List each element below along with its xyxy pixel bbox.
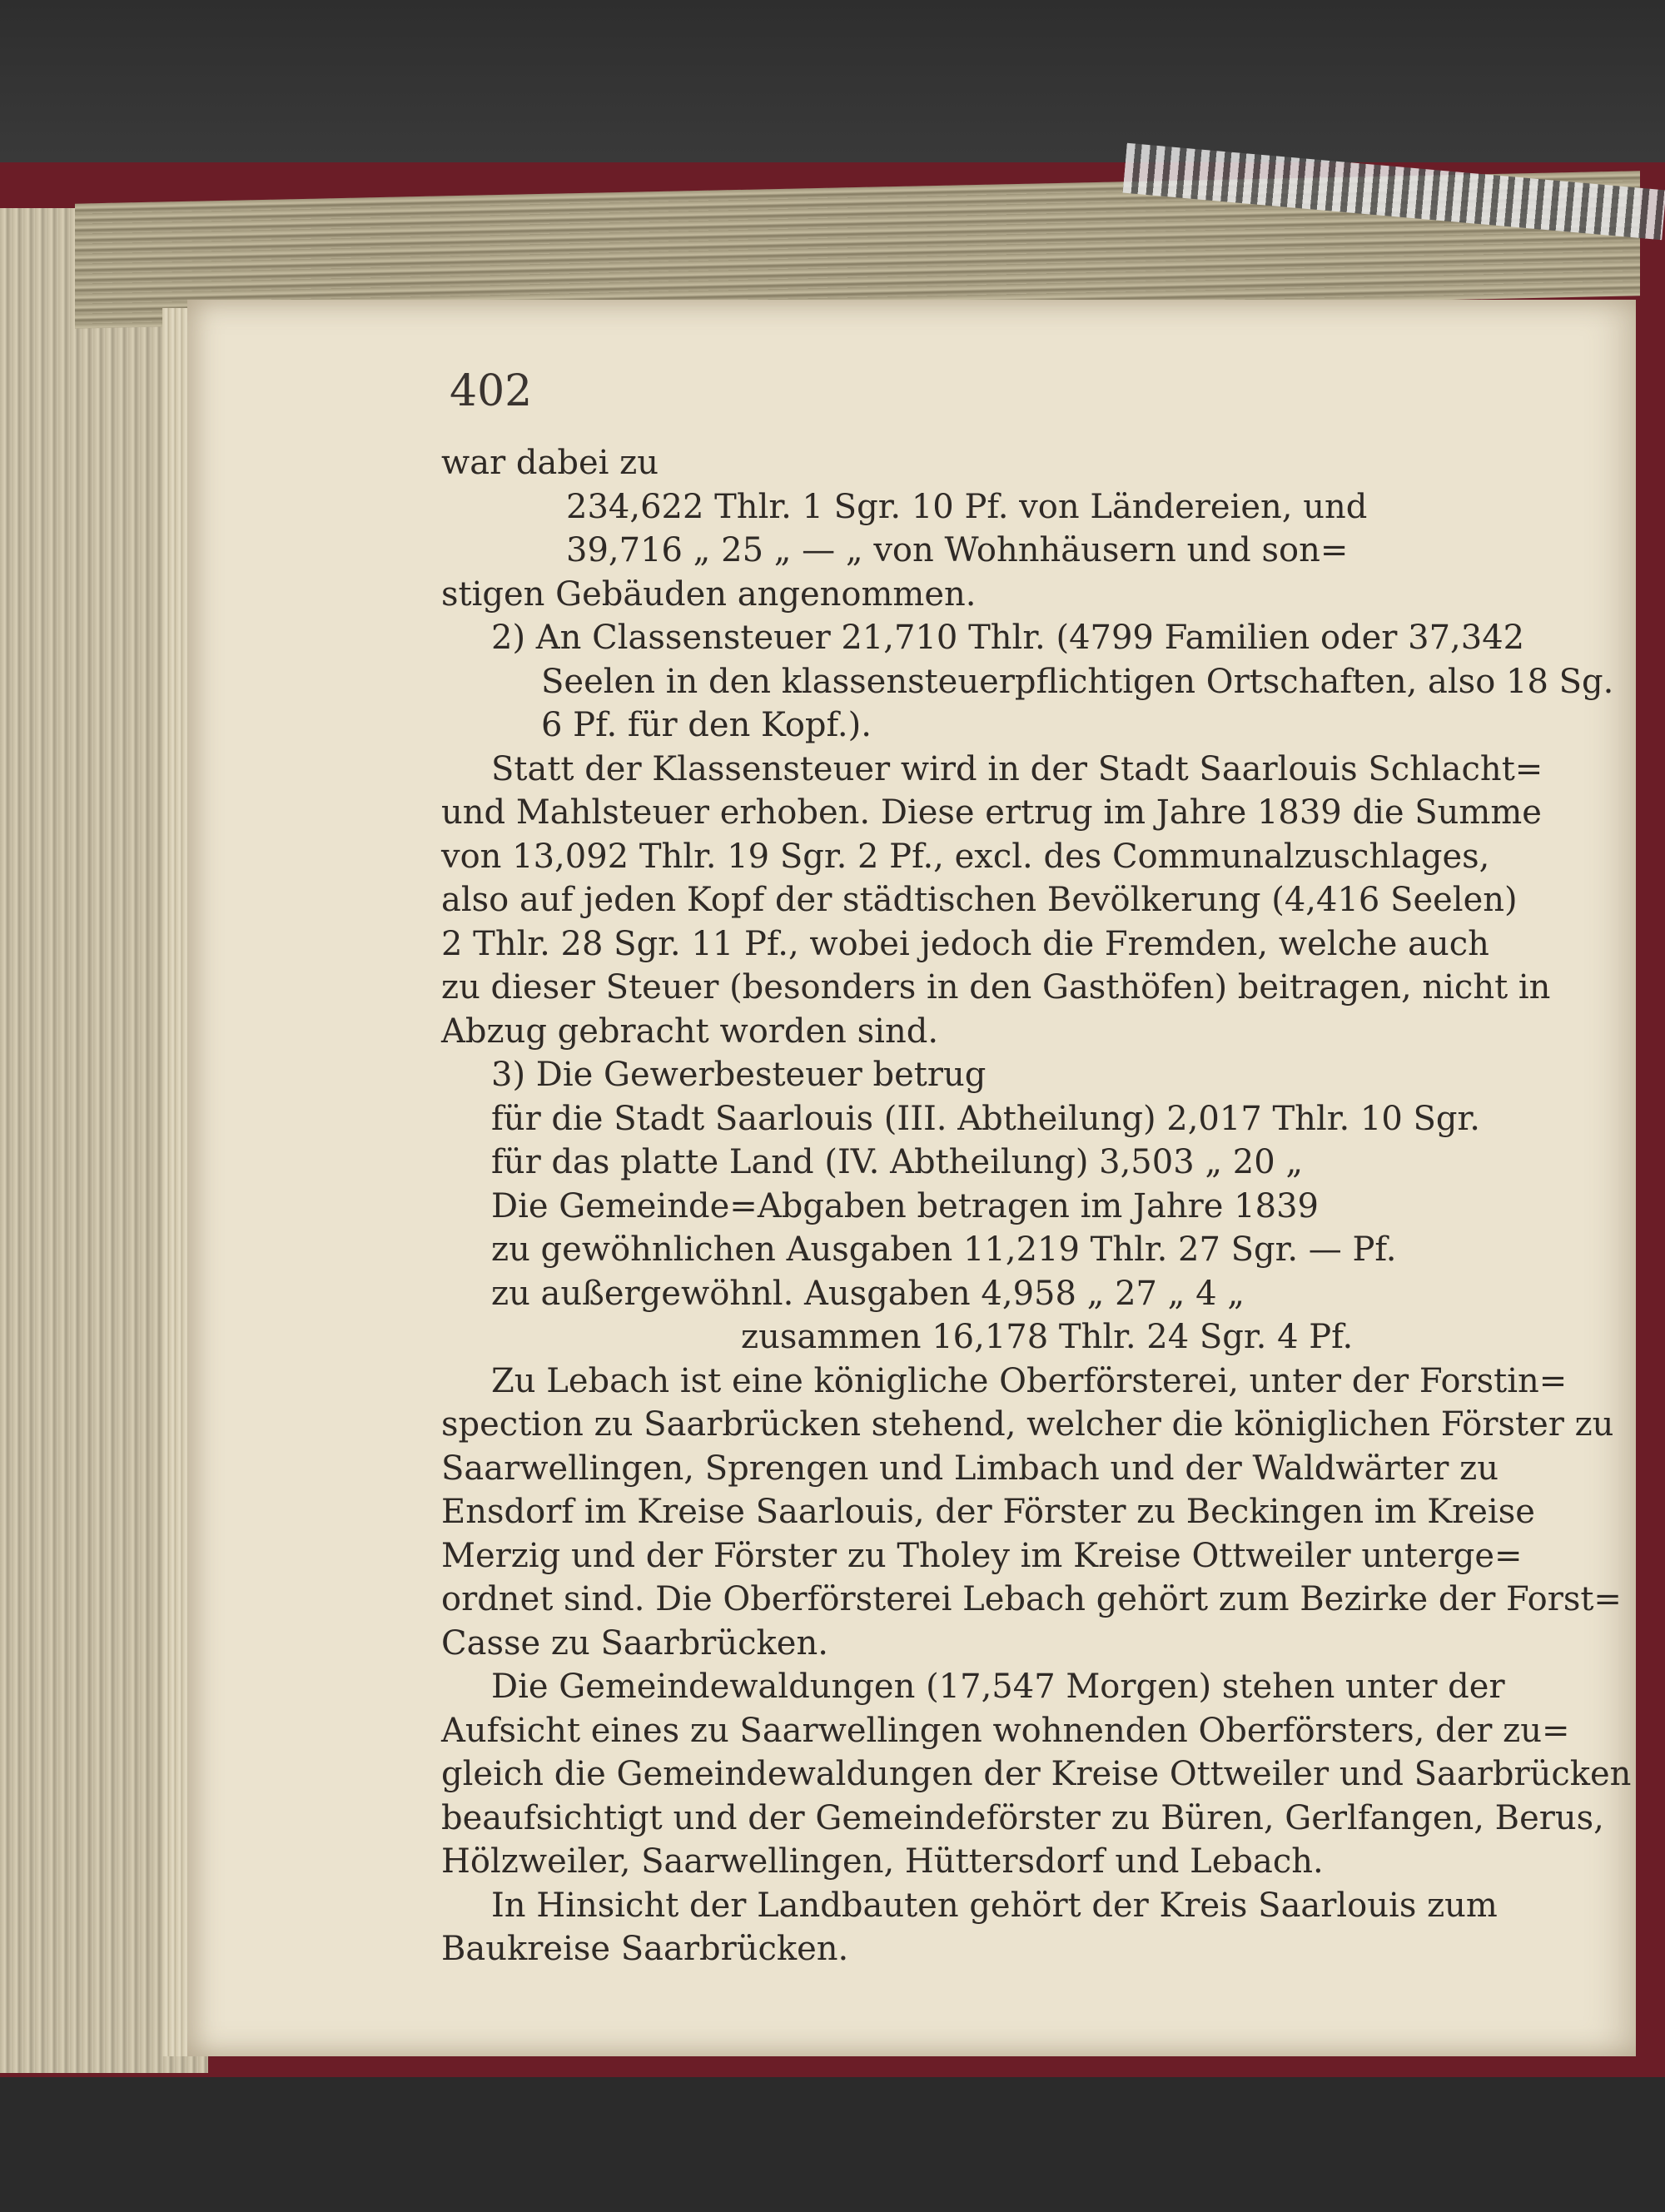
text-line: Merzig und der Förster zu Tholey im Kreise Ottweiler unterge= <box>441 1536 1523 1575</box>
text-line: zu dieser Steuer (besonders in den Gasthöfen) beitragen, nicht in <box>441 968 1551 1007</box>
text-line: beaufsichtigt und der Gemeindeförster zu Büren, Gerlfangen, Berus, <box>441 1798 1604 1837</box>
text-line: Die Gemeinde=Abgaben betragen im Jahre 1839 <box>491 1186 1319 1225</box>
text-line: zu gewöhnlichen Ausgaben 11,219 Thlr. 27 Sgr. — Pf. <box>491 1230 1397 1269</box>
text-line: für die Stadt Saarlouis (III. Abtheilung) 2,017 Thlr. 10 Sgr. <box>491 1099 1480 1138</box>
text-line: 39,716 „ 25 „ — „ von Wohnhäusern und son= <box>566 531 1349 569</box>
text-line: Die Gemeindewaldungen (17,547 Morgen) stehen unter der <box>491 1668 1505 1706</box>
text-line: Seelen in den klassensteuerpflichtigen Ortschaften, also 18 Sg. <box>541 662 1614 701</box>
text-line: und Mahlsteuer erhoben. Diese ertrug im Jahre 1839 die Summe <box>441 793 1542 832</box>
text-line: zusammen 16,178 Thlr. 24 Sgr. 4 Pf. <box>741 1318 1354 1356</box>
text-line: gleich die Gemeindewaldungen der Kreise Ottweiler und Saarbrücken <box>441 1755 1632 1793</box>
text-line: ordnet sind. Die Oberförsterei Lebach gehört zum Bezirke der Forst= <box>441 1580 1622 1618</box>
text-line: Saarwellingen, Sprengen und Limbach und der Waldwärter zu <box>441 1449 1498 1488</box>
text-line: Casse zu Saarbrücken. <box>441 1623 828 1663</box>
text-line: Aufsicht eines zu Saarwellingen wohnenden Oberförsters, der zu= <box>441 1711 1570 1750</box>
text-line: zu außergewöhnl. Ausgaben 4,958 „ 27 „ 4 „ <box>491 1274 1245 1313</box>
text-line: 6 Pf. für den Kopf.). <box>541 706 872 744</box>
text-line: spection zu Saarbrücken stehend, welcher die königlichen Förster zu <box>441 1405 1614 1444</box>
text-line: Hölzweiler, Saarwellingen, Hüttersdorf und Lebach. <box>441 1842 1324 1881</box>
text-line: Ensdorf im Kreise Saarlouis, der Förster zu Beckingen im Kreise <box>441 1493 1535 1531</box>
text-line: Abzug gebracht worden sind. <box>441 1012 939 1051</box>
text-line: 3) Die Gewerbesteuer betrug <box>491 1056 987 1094</box>
text-line: 234,622 Thlr. 1 Sgr. 10 Pf. von Ländereien, und <box>566 487 1368 526</box>
page-text <box>441 441 1632 1971</box>
text-line: 2) An Classensteuer 21,710 Thlr. (4799 Familien oder 37,342 <box>491 619 1525 657</box>
text-line: war dabei zu <box>441 444 659 482</box>
text-line: stigen Gebäuden angenommen. <box>441 574 977 614</box>
text-line: Zu Lebach ist eine königliche Oberförsterei, unter der Forstin= <box>491 1361 1568 1400</box>
text-line: Baukreise Saarbrücken. <box>441 1930 849 1968</box>
text-line: also auf jeden Kopf der städtischen Bevölkerung (4,416 Seelen) <box>441 881 1518 919</box>
text-line: für das platte Land (IV. Abtheilung) 3,503 „ 20 „ <box>491 1143 1304 1181</box>
text-line: In Hinsicht der Landbauten gehört der Kreis Saarlouis zum <box>491 1886 1498 1925</box>
text-line: Statt der Klassensteuer wird in der Stadt Saarlouis Schlacht= <box>491 749 1543 788</box>
page-number: 402 <box>450 366 533 416</box>
text-line: 2 Thlr. 28 Sgr. 11 Pf., wobei jedoch die Fremden, welche auch <box>441 924 1489 963</box>
text-line: von 13,092 Thlr. 19 Sgr. 2 Pf., excl. des Communalzuschlages, <box>441 837 1490 876</box>
background-top <box>0 0 1665 171</box>
